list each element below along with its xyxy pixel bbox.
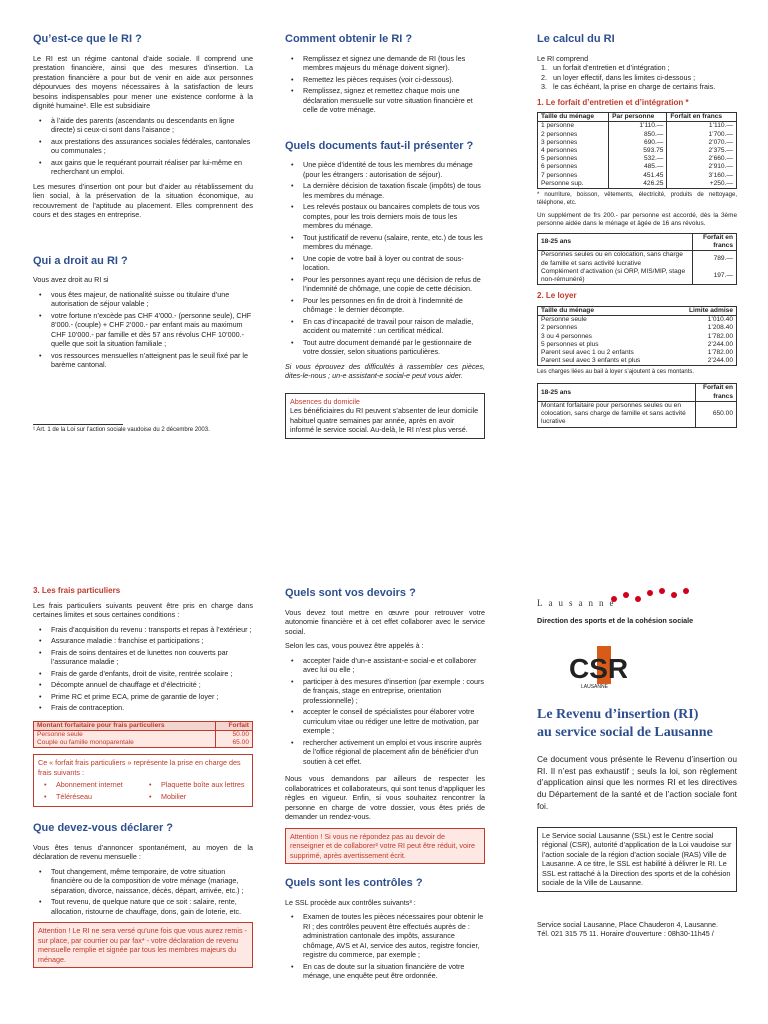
csr-logo-text: CSR: [569, 652, 627, 684]
table-cell: Parent seul avec 1 ou 2 enfants: [541, 349, 634, 357]
list-item: • Examen de toutes les pièces nécessaires pour obtenir le RI ; des contrôles peuvent être effectués auprès de : administration cantonale des impôts, assurance chômage, AVS et AI, service des autos, registre foncier, registre du commerce, par exemple ;: [285, 912, 485, 960]
table-cell: 3 personnes: [541, 138, 578, 146]
special-costs-box: [33, 754, 253, 807]
table-cell: 789.—: [692, 251, 736, 268]
table-row: [538, 401, 737, 427]
list-item: • En cas d’incapacité de travail pour raison de maladie, accident ou maternité : un certificat médical.: [285, 317, 485, 336]
table-row: [538, 122, 737, 131]
subsection-title: 2. Le loyer: [537, 291, 577, 301]
list-item: • à l’aide des parents (ascendants ou descendants en ligne directe) si ceux-ci sont dans l’aisance ;: [33, 116, 253, 135]
list-item: • Frais de contraception.: [33, 703, 253, 713]
components-list: [537, 63, 737, 92]
document-title: Le Revenu d’insertion (RI) au service social de Lausanne: [537, 706, 713, 740]
supplement-note: Un supplément de frs 200.- par personne est accordé, dès la 3ème personne aidée dans le ménage et âgée de 16 ans révolus.: [537, 211, 737, 228]
table-cell: 1’110.—: [609, 122, 667, 131]
table-row: [538, 357, 737, 366]
eligibility-list: [33, 290, 253, 370]
section-title: Qui a droit au RI ?: [33, 254, 128, 267]
table-cell: Personne seule: [541, 316, 587, 324]
col-header: Taille du ménage: [538, 113, 609, 122]
calculation-section: [537, 32, 737, 431]
paragraph: Vous êtes tenus d’annoncer spontanément, au moyen de la déclaration de revenu mensuelle :: [33, 842, 253, 862]
included-costs-list: [38, 780, 248, 803]
table-cell: 532.—: [609, 155, 667, 163]
list-item: • Prime RC et prime ECA, prime de garantie de loyer ;: [33, 692, 253, 702]
list-item: • Abonnement internet: [38, 780, 143, 790]
list-item: • Mobilier: [143, 792, 248, 802]
section-title: Le calcul du RI: [537, 33, 615, 45]
help-note: Si vous éprouvez des difficultés à rassembler ces pièces, dites-le-nous ; un-e assistant-e social-e peut vous aider.: [285, 361, 485, 381]
controls-list: [285, 912, 485, 981]
paragraph: Les frais particuliers suivants peuvent être pris en charge dans certaines limites et sous certaines conditions :: [33, 600, 253, 620]
section-title: Qu’est-ce que le RI ?: [33, 33, 142, 45]
box-title: Absences du domicile: [290, 396, 360, 406]
list-item: • Frais d’acquisition du revenu : transports et repas à l’extérieur ;: [33, 625, 253, 635]
address: Service social Lausanne, Place Chauderon 4, Lausanne.: [537, 919, 719, 929]
col-header: Limite admise: [672, 306, 736, 315]
ssl-info-box: Le Service social Lausanne (SSL) est le Centre social régional (CSR), autorité d’application de la Loi vaudoise sur l’action sociale de la région d’action sociale (RAS) Ville de Lausanne. A ce titre, le SSL est habilité à délivrer le RI. Le SSL est rattaché à la Direction des sports et de la cohésion sociale de la Ville de Lausanne.: [537, 827, 737, 892]
table-cell: +250.—: [667, 180, 737, 189]
list-item: 2. un loyer effectif, dans les limites ci-dessous ;: [541, 72, 696, 82]
special-costs-table: [33, 721, 253, 749]
table-cell: 690.—: [609, 139, 667, 147]
table-cell: 4 personnes: [541, 147, 578, 154]
forfait-table: [537, 112, 737, 189]
list-item: • Assurance maladie : franchise et participations ;: [33, 636, 253, 646]
list-item: • Une copie de votre bail à loyer ou contrat de sous-location.: [285, 254, 485, 273]
special-costs-section: [33, 586, 253, 974]
table-row: [538, 131, 737, 139]
paragraph: Les mesures d’insertion ont pour but d’aider au rétablissement du lien social, à la préservation de la situation économique, au recouvrement de l’aptitude au placement. Elles comprennent des cours et des stages en entreprise.: [33, 181, 253, 220]
list-item: • Pour les personnes ayant reçu une décision de refus de l’indemnité de chômage, une copie de cette décision.: [285, 275, 485, 294]
table-cell: Parent seul avec 3 enfants et plus: [541, 357, 641, 365]
list-item: • Plaquette boîte aux lettres: [143, 780, 248, 790]
table-cell: 2’910.—: [667, 163, 737, 171]
table-cell: 2’660.—: [667, 155, 737, 163]
table-row: [538, 155, 737, 163]
col-header: Forfait en francs: [667, 113, 737, 122]
paragraph: Le SSL procède aux contrôles suivants³ :: [285, 897, 416, 907]
col-header: 18-25 ans: [538, 384, 696, 401]
list-item: • vos ressources mensuelles n’atteignent pas le seuil fixé par le barème cantonal.: [33, 351, 253, 370]
section-title: Comment obtenir le RI ?: [285, 33, 413, 45]
paragraph: Le RI est un régime cantonal d’aide sociale. Il comprend une prestation financière, ainsi que des mesures d’insertion. La prestation financière a pour but de venir en aide aux personnes dépourvues des moyens nécessaires à la satisfaction de leurs besoins indispensables pour mener une existence conforme à la dignité humaine¹. Elle est subsidiaire: [33, 53, 253, 111]
list-item: • aux gains que le requérant pourrait réaliser par lui-même en recherchant un emploi.: [33, 158, 253, 177]
declaration-list: [33, 867, 253, 917]
paragraph: Nous vous demandons par ailleurs de respecter les collaboratrices et collaborateurs, qui sont tenus d’appliquer les règles en vigueur. Enfin, si vous souhaitez rencontrer la personne en charge de votre dossier, vous êtes priés de demander un rendez-vous.: [285, 774, 485, 822]
table-cell: 5 personnes et plus: [541, 340, 599, 348]
list-item: • accepter le conseil de spécialistes pour élaborer votre curriculum vitae ou rédiger une lettre de motivation, par exemple ;: [285, 707, 485, 736]
phone-hours: Tél. 021 315 75 11. Horaire d’ouverture : 08h30-11h45 /: [537, 929, 714, 939]
paragraph: Vous avez droit au RI si: [33, 275, 109, 285]
table-cell: 2 personnes: [541, 324, 578, 332]
list-item: • accepter l’aide d’un-e assistant-e social-e et collaborer avec lui ou elle ;: [285, 656, 485, 675]
table-cell: 197.—: [692, 268, 736, 285]
table-cell: 3’160.—: [667, 172, 737, 180]
table-row: [538, 316, 737, 325]
table-cell: 50.00: [215, 730, 252, 739]
section-title: Quels sont les contrôles ?: [285, 877, 423, 890]
cover-section: [537, 586, 737, 939]
table-cell: 426.25: [609, 180, 667, 189]
list-item: • Tout justificatif de revenu (salaire, rente, etc.) de tous les membres du ménage.: [285, 233, 485, 252]
table-row: [34, 730, 253, 739]
list-item: • Téléréseau: [38, 792, 143, 802]
subsidiary-list: [33, 116, 253, 177]
table-cell: 850.—: [609, 131, 667, 139]
table-row: [538, 180, 737, 189]
list-item: • Remettez les pièces requises (voir ci-dessous).: [285, 75, 485, 85]
table-row: [538, 251, 737, 268]
table-cell: 1 personne: [541, 122, 574, 130]
lausanne-wordmark: Lausanne: [537, 598, 620, 608]
special-costs-list: [33, 625, 253, 713]
table-cell: Couple ou famille monoparentale: [34, 739, 216, 748]
duties-section: [285, 586, 485, 986]
intro-paragraph: Ce document vous présente le Revenu d’insertion ou RI. Il n’est pas exhaustif ; seuls la loi, son règlement d’application ainsi que les normes RI et les directives du Département de la santé et de l’action sociale font foi.: [537, 753, 737, 811]
box-text: Ce « forfait frais particuliers » représente la prise en charge des frais suivants :: [38, 758, 241, 777]
list-item: 1. un forfait d’entretien et d’intégration ;: [541, 63, 670, 73]
section-title: Que devez-vous déclarer ?: [33, 822, 173, 835]
attention-box: Attention ! Si vous ne répondez pas au devoir de renseigner et de collaborer² votre RI peut être réduit, voire supprimé, après avertissement écrit.: [285, 828, 485, 865]
list-item: • Décompte annuel de chauffage et d’électricité ;: [33, 680, 253, 690]
table-cell: 3 ou 4 personnes: [541, 332, 592, 340]
table-cell: 2’244.00: [707, 357, 733, 365]
table-row: [34, 739, 253, 748]
col-header: Forfait en francs: [692, 233, 736, 250]
list-item: • Frais de garde d’enfants, droit de visite, rentrée scolaire ;: [33, 669, 253, 679]
young-adult-forfait-table: [537, 233, 737, 285]
rent-table: [537, 306, 737, 367]
intro-text: Le RI comprend: [537, 53, 589, 63]
list-item: • Une pièce d’identité de tous les membres du ménage (pour les étrangers : autorisation de séjour).: [285, 160, 485, 179]
paragraph: Vous devez tout mettre en œuvre pour retrouver votre autonomie financière et à cet effet collaborer avec le service social.: [285, 607, 485, 636]
list-item: • Tout revenu, de quelque nature que ce soit : salaire, rente, allocation, ristourne de chauffage, dons, gain de loterie, etc.: [33, 897, 253, 916]
table-cell: 1’110.—: [667, 122, 737, 131]
list-item: • Frais de soins dentaires et de lunettes non couverts par l’assurance maladie ;: [33, 648, 253, 667]
table-cell: 2 personnes: [541, 130, 578, 138]
list-item: • participer à des mesures d’insertion (par exemple : cours de français, stage en entreprise, orientation professionnelle) ;: [285, 677, 485, 706]
table-cell: Montant forfaitaire pour personnes seules ou en colocation, sans charge de famille et sans activité lucrative: [541, 401, 686, 426]
table-row: [538, 324, 737, 332]
table-cell: 2’070.—: [667, 139, 737, 147]
how-to-obtain-section: [285, 32, 485, 445]
table-cell: 7 personnes: [541, 171, 578, 179]
list-item: • Les relevés postaux ou bancaires complets de tous vos comptes, pour les trois derniers mois de tous les membres du ménage.: [285, 202, 485, 231]
table-cell: Personne seule: [34, 730, 216, 739]
what-is-ri-section: [33, 32, 253, 434]
absences-box: [285, 393, 485, 439]
table-cell: Personnes seules ou en colocation, sans charge de famille et sans activité lucrative: [541, 251, 683, 267]
table-row: [538, 333, 737, 341]
steps-list: [285, 54, 485, 115]
list-item: 3. le cas échéant, la prise en charge de certains frais.: [541, 82, 716, 92]
table-row: [538, 349, 737, 357]
table-cell: 2’375.—: [667, 147, 737, 155]
table-cell: 65.00: [215, 739, 252, 748]
list-item: • La dernière décision de taxation fiscale (impôts) de tous les membres du ménage.: [285, 181, 485, 200]
list-item: • votre fortune n’excède pas CHF 4’000.- (personne seule), CHF 8’000.- (couple) + CHF 2’000.- par enfant mais au maximum CHF 10’000.- par famille et dès 57 ans révolus CHF 10’000.- quelle que soit la situation familiale ;: [33, 311, 253, 349]
col-header: Par personne: [609, 113, 667, 122]
table-row: [538, 163, 737, 171]
table-note: Les charges liées au bail à loyer s’ajoutent à ces montants.: [537, 369, 695, 376]
table-cell: 650.00: [696, 401, 737, 427]
csr-logo: [567, 644, 627, 690]
col-header: Forfait: [215, 721, 252, 730]
col-header: Forfait en francs: [696, 384, 737, 401]
table-cell: 1’782.00: [707, 332, 733, 340]
section-title: Quels documents faut-il présenter ?: [285, 139, 474, 152]
young-adult-rent-table: [537, 383, 737, 427]
subsection-title: 1. Le forfait d’entretien et d’intégration *: [537, 97, 689, 107]
table-cell: 1’700.—: [667, 131, 737, 139]
footnote: ¹ Art. 1 de la Loi sur l’action sociale vaudoise du 2 décembre 2003.: [33, 422, 253, 435]
table-cell: 485.—: [609, 163, 667, 171]
list-item: • rechercher activement un emploi et vous inscrire auprès de l’office régional de placement afin de bénéficier d’un soutien à cet effet.: [285, 738, 485, 767]
table-cell: 1’010.40: [707, 316, 733, 324]
list-item: • Remplissez, signez et remettez chaque mois une déclaration mensuelle sur votre situation financière et celle de votre ménage.: [285, 86, 485, 115]
list-item: • aux prestations des assurances sociales fédérales, cantonales ou communales ;: [33, 137, 253, 156]
list-item: • Tout autre document demandé par le gestionnaire de votre dossier, selon situations particulières.: [285, 338, 485, 357]
col-header: Taille du ménage: [538, 306, 673, 315]
duties-list: [285, 656, 485, 767]
list-item: • vous êtes majeur, de nationalité suisse ou titulaire d’une autorisation de séjour valable ;: [33, 290, 253, 309]
table-cell: 2’244.00: [707, 340, 733, 348]
table-cell: 6 personnes: [541, 163, 578, 171]
box-text: Les bénéficiaires du RI peuvent s’absenter de leur domicile habituel quatre semaines par année, après en avoir informé le service social. Au-delà, le RI n’est plus versé.: [290, 406, 479, 435]
table-cell: 1’208.40: [707, 324, 733, 332]
attention-box: Attention ! Le RI ne sera versé qu’une fois que vous aurez remis - sur place, par courrier ou par fax* - votre déclaration de revenu mensuelle remplie et signée par tous les membres majeurs du ménage.: [33, 922, 253, 968]
table-cell: 5 personnes: [541, 155, 578, 163]
col-header: 18-25 ans: [538, 233, 693, 250]
section-title: Quels sont vos devoirs ?: [285, 587, 416, 599]
department-name: Direction des sports et de la cohésion sociale: [537, 616, 694, 625]
subsection-title: 3. Les frais particuliers: [33, 586, 121, 595]
table-cell: Complément d’activation (si ORP, MIS/MIP, stage non-rémunéré): [541, 267, 686, 284]
lausanne-logo: [537, 586, 737, 612]
list-item: • En cas de doute sur la situation financière de votre ménage, une enquête peut être ordonnée.: [285, 962, 485, 981]
table-cell: 451.45: [609, 172, 667, 180]
table-row: [538, 268, 737, 285]
table-row: [538, 341, 737, 349]
table-note: * nourriture, boisson, vêtements, électricité, produits de nettoyage, téléphone, etc.: [537, 192, 737, 207]
paragraph: Selon les cas, vous pouvez être appelés à :: [285, 641, 424, 651]
table-row: [538, 147, 737, 155]
table-cell: 593.75: [609, 147, 667, 155]
list-item: • Remplissez et signez une demande de RI (tous les membres majeurs du ménage doivent signer).: [285, 54, 485, 73]
documents-list: [285, 160, 485, 357]
col-header: Montant forfaitaire pour frais particuliers: [34, 721, 216, 730]
table-cell: 1’782.00: [707, 349, 733, 357]
list-item: • Tout changement, même temporaire, de votre situation financière ou de la composition de votre ménage (mariage, séparation, divorce, naissance, décès, départ, arrivée, etc.) ;: [33, 867, 253, 896]
csr-logo-sub: LAUSANNE: [581, 683, 608, 690]
table-row: [538, 172, 737, 180]
table-row: [538, 139, 737, 147]
table-cell: Personne sup.: [541, 179, 584, 187]
list-item: • Pour les personnes en fin de droit à l’indemnité de chômage : le dernier décompte.: [285, 296, 485, 315]
